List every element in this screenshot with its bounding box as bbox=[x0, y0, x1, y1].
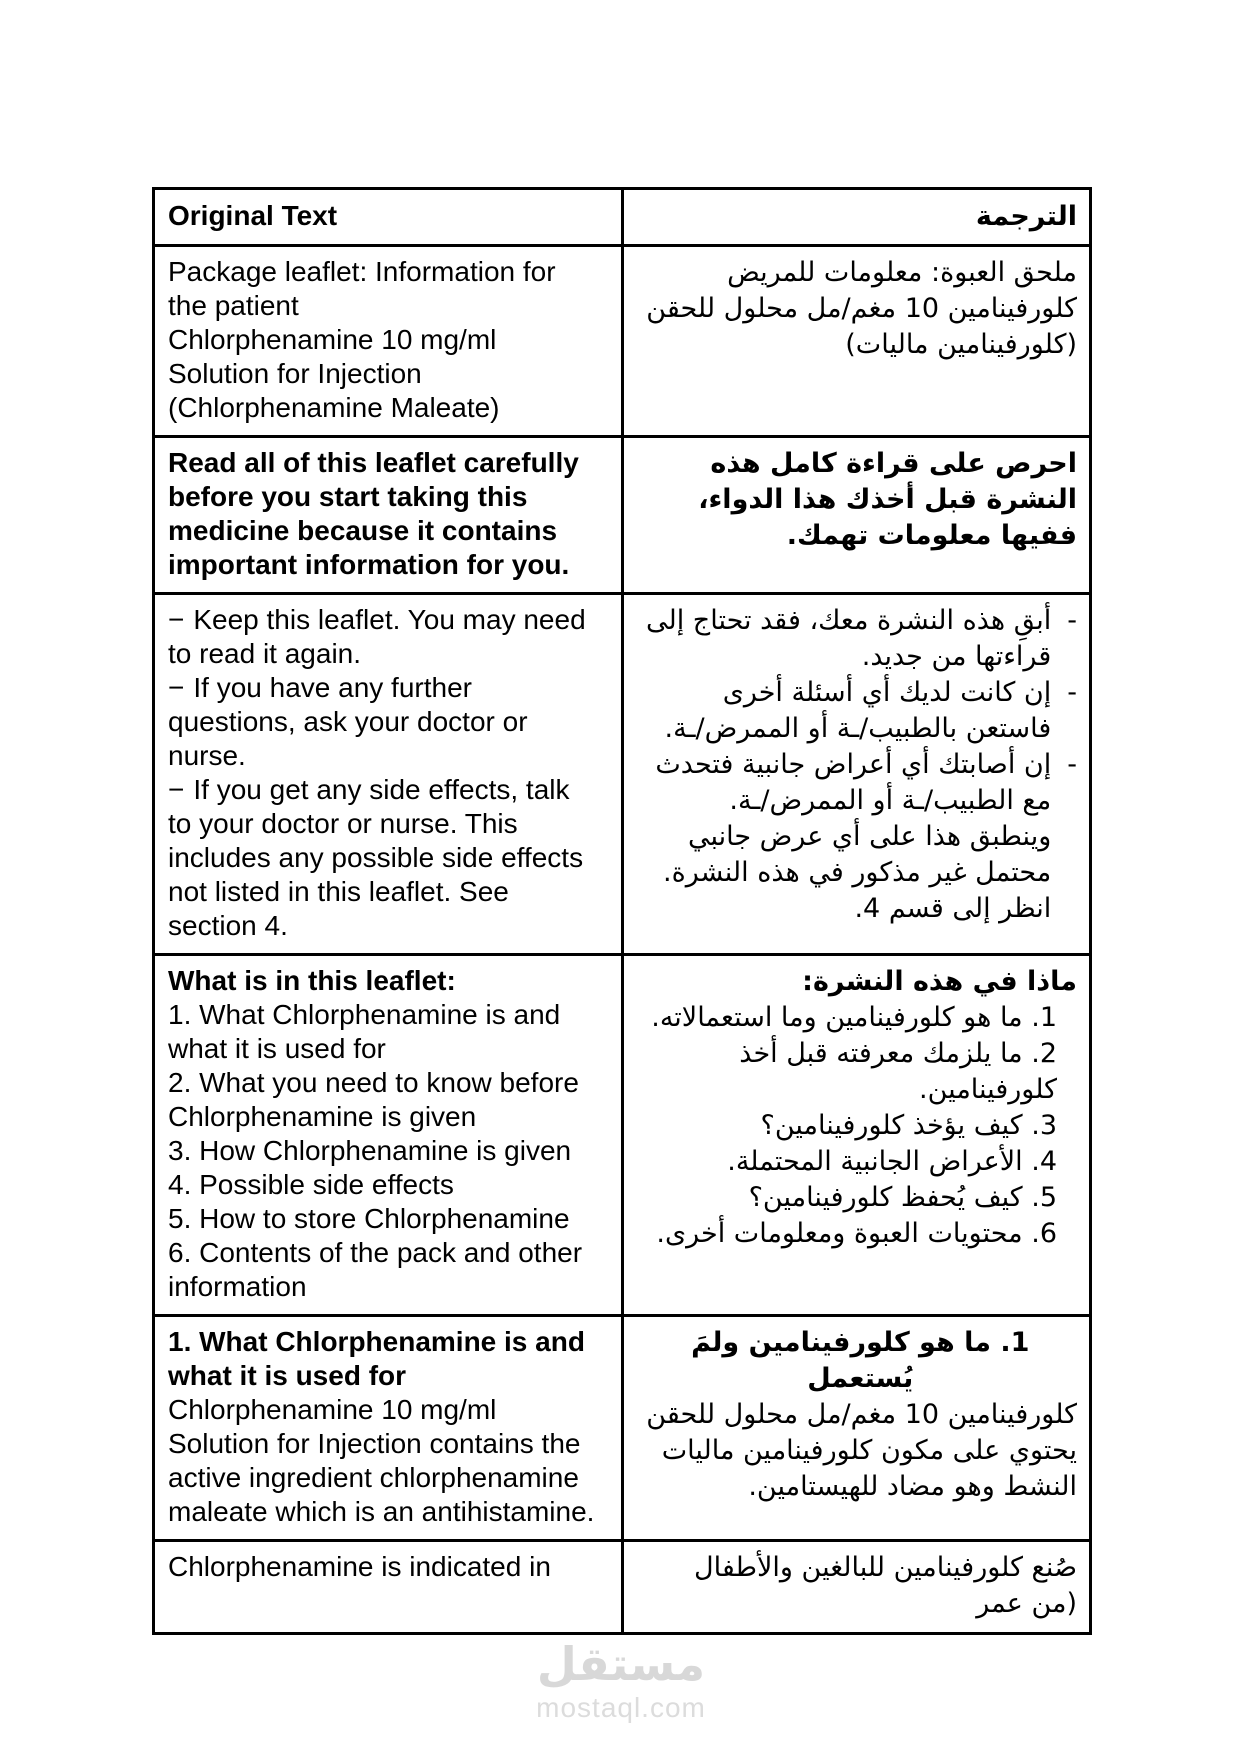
bullet-dash-icon: − bbox=[168, 672, 185, 703]
watermark bbox=[0, 1638, 1242, 1724]
cell-ar bbox=[622, 594, 1091, 955]
bullet-item bbox=[168, 603, 597, 671]
paragraph: ملحق العبوة: معلومات للمريض bbox=[727, 257, 1077, 288]
cell-ar bbox=[622, 437, 1091, 594]
bullet-text: Keep this leaflet. You may need to read it again. bbox=[168, 604, 586, 669]
paragraph: كلورفينامين 10 مغم/مل محلول للحقن يحتوي على مكون كلورفينامين ماليات النشط وهو مضاد للهيستامين. bbox=[646, 1399, 1077, 1502]
numbered-item: 5. كيف يُحفظ كلورفينامين؟ bbox=[748, 1182, 1057, 1213]
bullet-dash-icon: - bbox=[1067, 605, 1077, 636]
table-row bbox=[154, 955, 1091, 1316]
bullet-item bbox=[644, 747, 1078, 927]
bullet-dash-icon: − bbox=[168, 604, 185, 635]
table-row bbox=[154, 1541, 1091, 1634]
table-row bbox=[154, 246, 1091, 437]
section-heading: What is in this leaflet: bbox=[168, 965, 456, 996]
bullet-dash-icon: - bbox=[1067, 749, 1077, 780]
paragraph: (كلورفينامين ماليات) bbox=[845, 329, 1077, 360]
bullet-dash-icon: - bbox=[1067, 677, 1077, 708]
bullet-text: إن أصابتك أي أعراض جانبية فتحدث مع الطبيب/ـة أو الممرض/ـة. وينطبق هذا على أي عرض جانبي محتمل غير مذكور في هذه النشرة. انظر إلى قسم 4. bbox=[655, 749, 1052, 924]
paragraph: Solution for Injection bbox=[168, 358, 422, 389]
bullet-item bbox=[168, 773, 597, 943]
paragraph: 6. Contents of the pack and other information bbox=[168, 1237, 583, 1302]
table-row bbox=[154, 594, 1091, 955]
paragraph: Chlorphenamine 10 mg/ml Solution for Injection contains the active ingredient chlorphenamine maleate which is an antihistamine. bbox=[168, 1394, 595, 1527]
bullet-text: If you have any further questions, ask your doctor or nurse. bbox=[168, 672, 528, 771]
numbered-item: 2. ما يلزمك معرفته قبل أخذ كلورفينامين. bbox=[739, 1038, 1057, 1105]
bullet-text: If you get any side effects, talk to your doctor or nurse. This includes any possible side effects not listed in this leaflet. See section 4. bbox=[168, 774, 584, 941]
header-translation: الترجمة bbox=[622, 189, 1091, 246]
table-row bbox=[154, 437, 1091, 594]
section-heading: 1. What Chlorphenamine is and what it is used for bbox=[168, 1326, 585, 1391]
section-heading: Read all of this leaflet carefully before you start taking this medicine because it contains important information for you. bbox=[168, 447, 579, 580]
cell-en bbox=[154, 437, 623, 594]
bullet-item bbox=[644, 675, 1078, 747]
bullet-item bbox=[168, 671, 597, 773]
paragraph: 1. What Chlorphenamine is and what it is used for bbox=[168, 999, 561, 1064]
bullet-item bbox=[644, 603, 1078, 675]
table-body bbox=[154, 246, 1091, 1634]
translation-table bbox=[152, 187, 1092, 1635]
bullet-text: إن كانت لديك أي أسئلة أخرى فاستعن بالطبيب/ـة أو الممرض/ـة. bbox=[664, 677, 1052, 744]
numbered-item: 4. الأعراض الجانبية المحتملة. bbox=[727, 1146, 1057, 1177]
numbered-item: 1. ما هو كلورفينامين وما استعمالاته. bbox=[651, 1002, 1057, 1033]
paragraph: Chlorphenamine is indicated in bbox=[168, 1551, 551, 1582]
table-header-row bbox=[154, 189, 1091, 246]
cell-en bbox=[154, 594, 623, 955]
paragraph: Package leaflet: Information for the patient bbox=[168, 256, 556, 321]
paragraph: (Chlorphenamine Maleate) bbox=[168, 392, 500, 423]
paragraph: كلورفينامين 10 مغم/مل محلول للحقن bbox=[646, 293, 1077, 324]
paragraph: 4. Possible side effects bbox=[168, 1169, 454, 1200]
table-row bbox=[154, 1316, 1091, 1541]
numbered-item: 6. محتويات العبوة ومعلومات أخرى. bbox=[656, 1218, 1057, 1249]
cell-en bbox=[154, 1541, 623, 1634]
section-heading: 1. ما هو كلورفينامين ولمَ يُستعمل bbox=[691, 1327, 1030, 1394]
numbered-item: 3. كيف يؤخذ كلورفينامين؟ bbox=[760, 1110, 1057, 1141]
header-original-text: Original Text bbox=[154, 189, 623, 246]
bullet-text: أبقِ هذه النشرة معك، فقد تحتاج إلى قراءتها من جديد. bbox=[645, 605, 1052, 672]
cell-ar bbox=[622, 955, 1091, 1316]
paragraph: 3. How Chlorphenamine is given bbox=[168, 1135, 572, 1166]
paragraph: Chlorphenamine 10 mg/ml bbox=[168, 324, 497, 355]
section-heading: ماذا في هذه النشرة: bbox=[802, 966, 1077, 997]
cell-ar bbox=[622, 1316, 1091, 1541]
cell-en bbox=[154, 246, 623, 437]
mostaql-logo: مستقل bbox=[536, 1637, 706, 1691]
cell-en bbox=[154, 955, 623, 1316]
cell-en bbox=[154, 1316, 623, 1541]
cell-ar bbox=[622, 1541, 1091, 1634]
bullet-dash-icon: − bbox=[168, 774, 185, 805]
section-heading: احرص على قراءة كامل هذه النشرة قبل أخذك هذا الدواء، ففيها معلومات تهمك. bbox=[698, 448, 1077, 551]
cell-ar bbox=[622, 246, 1091, 437]
watermark-domain: mostaql.com bbox=[536, 1691, 706, 1723]
paragraph: 5. How to store Chlorphenamine bbox=[168, 1203, 570, 1234]
paragraph: صُنع كلورفينامين للبالغين والأطفال (من عمر bbox=[694, 1552, 1077, 1619]
paragraph: 2. What you need to know before Chlorphenamine is given bbox=[168, 1067, 579, 1132]
